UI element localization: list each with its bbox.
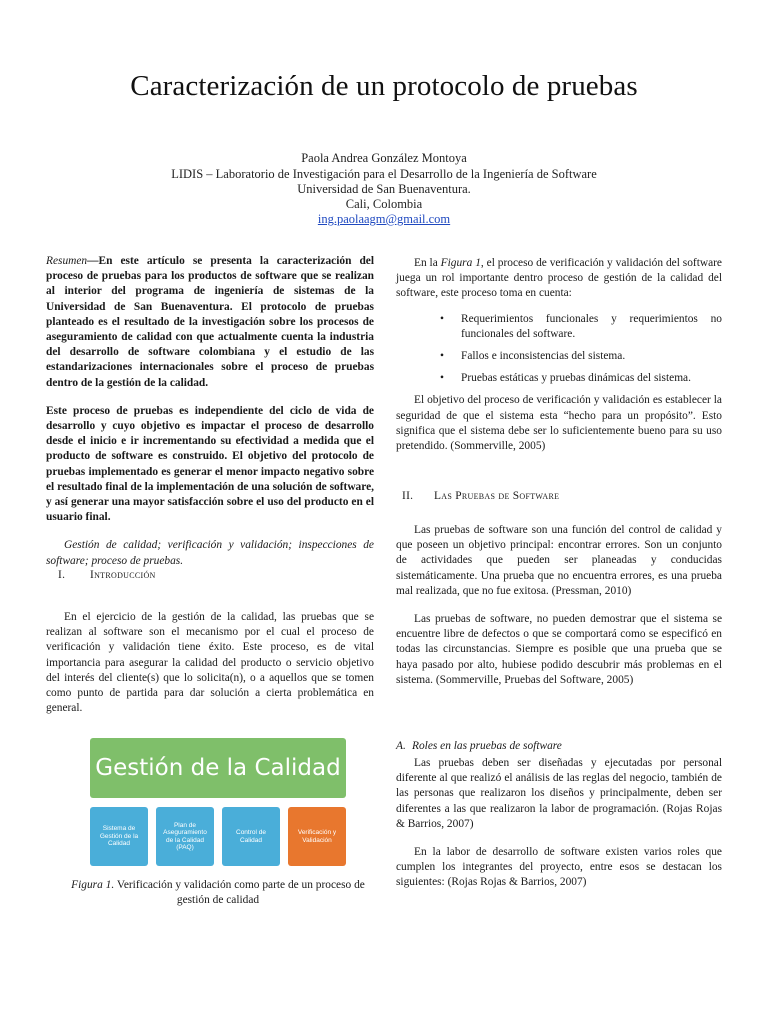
list-item — [396, 349, 722, 364]
section-number: II. — [402, 490, 414, 502]
figure-box-vv: Verificación y Validación — [288, 807, 346, 866]
paper-title: Caracterización de un protocolo de pruebas — [130, 70, 638, 102]
section-heading-introduccion — [46, 568, 374, 583]
abstract-dash: — — [87, 255, 99, 267]
list-item-text: Fallos e inconsistencias del sistema. — [461, 350, 626, 363]
author-university: Universidad de San Buenaventura. — [297, 182, 471, 196]
author-city: Cali, Colombia — [345, 197, 423, 211]
author-name: Paola Andrea González Montoya — [301, 151, 467, 165]
figure-box-control: Control de Calidad — [222, 807, 280, 866]
roles-paragraph-2: En la labor de desarrollo de software existen varios roles que cumplen los integrantes del proyecto, entre esos se destacan los siguientes: (Rojas Rojas & Barrios, 2007) — [396, 846, 722, 889]
section-heading-pruebas — [396, 489, 722, 504]
figure-top-box: Gestión de la Calidad — [90, 738, 346, 798]
keywords: Gestión de calidad; verificación y validación; inspecciones de software; proceso de pruebas. — [46, 539, 374, 567]
vv-objective-paragraph: El objetivo del proceso de verificación y validación es establecer la seguridad de que el sistema esta “hecho para un propósito”. Esto significa que el sistema debe ser lo suficientemente bueno para su uso pretendido. (Sommerville, 2005) — [396, 394, 722, 453]
abstract-paragraph-1: En este artículo se presenta la caracterización del proceso de pruebas para los productos de software que se realizan al interior del programa de ingeniería de sistemas de la Universidad de San Buenaventura. El protocolo de pruebas planteado es el resultado de la investigación sobre los procesos de aseguramiento de calidad con que actualmente cuenta la industria del desarrollo de software colombiana y el estudio de las estandarizaciones internacionales sobre el proceso de pruebas dentro de la gestión de la calidad. — [46, 255, 374, 389]
right-intro-pre: En la — [414, 257, 441, 269]
right-intro-paragraph — [396, 256, 722, 302]
right-column — [396, 256, 722, 454]
roles-text — [396, 756, 722, 891]
section-title: Las Pruebas de Software — [434, 490, 560, 502]
roles-paragraph-1: Las pruebas deben ser diseñadas y ejecutadas por personal diferente al que realizó el análisis de las reglas del negocio, también de las personas que realizaron los diseños y principalmente, deben ser diferentes a las que realizaron la labor de programación. (Rojas Rojas & Barrios, 2007) — [396, 757, 722, 830]
list-item-text: Requerimientos funcionales y requerimientos no funcionales del software. — [461, 312, 722, 340]
bullet-icon: • — [440, 350, 444, 363]
author-affiliation: LIDIS – Laboratorio de Investigación para el Desarrollo de la Ingeniería de Software — [171, 167, 597, 181]
figure-caption-label: Figura 1. — [71, 879, 115, 891]
author-email-line — [0, 212, 768, 227]
pruebas-paragraph-1: Las pruebas de software son una función del control de calidad y que poseen un objetivo principal: encontrar errores. Son un conjunto de actividades que pueden ser planeadas y conducidas sistemáticamente. Una prueba que no encuentra errores, es una prueba mal realizada, que no fue exitosa. (Pressman, 2010) — [396, 524, 722, 597]
bullet-icon: • — [440, 372, 444, 385]
right-intro-post: , el proceso de verificación y validación del software juega un rol importante dentro proceso de gestión de la calidad del software, este proceso toma en cuenta: — [396, 257, 722, 300]
bullet-icon: • — [440, 312, 444, 325]
list-item — [396, 371, 722, 386]
figure-caption — [66, 878, 370, 908]
list-item-text: Pruebas estáticas y pruebas dinámicas del sistema. — [461, 372, 691, 385]
list-item — [396, 312, 722, 342]
pruebas-text — [396, 523, 722, 688]
intro-paragraph: En el ejercicio de la gestión de la calidad, las pruebas que se realizan al software son el mecanismo por el cual el proceso de verificación y validación tiene éxito. Este proceso, es de vital importancia para asegurar la calidad del producto o servicio objetivo del interés del cliente(s) que lo solicita(n), o a aquellos que se tomen como punto de partida para dar solución a cierta problemática en general. — [46, 611, 374, 715]
abstract-label: Resumen — [46, 255, 88, 267]
subsection-title: Roles en las pruebas de software — [412, 740, 562, 752]
figure-caption-text: Verificación y validación como parte de un proceso de gestión de calidad — [114, 879, 365, 906]
figure-box-sgc: Sistema de Gestión de la Calidad — [90, 807, 148, 866]
figure-box-paq: Plan de Aseguramiento de la Calidad (PAQ) — [156, 807, 214, 866]
subsection-heading-roles — [396, 739, 722, 754]
abstract-paragraph-2: Este proceso de pruebas es independiente del ciclo de vida de desarrollo y cuyo objetivo es impactar el proceso de desarrollo desde el inicio e ir incrementando su efectividad a medida que el producto de software es construido. El objetivo del protocolo de pruebas implementado es generar el menor impacto negativo sobre el resultado final de la implementación de una solución de software, y así generar una mayor satisfacción sobre el uso del producto en el usuario final. — [46, 404, 374, 524]
intro-text — [46, 610, 374, 716]
considerations-list — [396, 312, 722, 387]
figure-reference: Figura 1 — [440, 257, 481, 269]
pruebas-paragraph-2: Las pruebas de software, no pueden demostrar que el sistema se encuentre libre de defectos o que se comportará como se especificó en todas las circunstancias. Siempre es posible que una prueba que se haya pasado por alto, hubiese podido descubrir más problemas en el sistema. (Sommerville, Pruebas del Software, 2005) — [396, 613, 722, 686]
subsection-label: A. — [396, 740, 406, 752]
section-number: I. — [58, 569, 66, 581]
abstract — [46, 254, 374, 569]
section-title: Introducción — [90, 569, 156, 581]
author-email-link[interactable]: ing.paolaagm@gmail.com — [317, 212, 451, 226]
